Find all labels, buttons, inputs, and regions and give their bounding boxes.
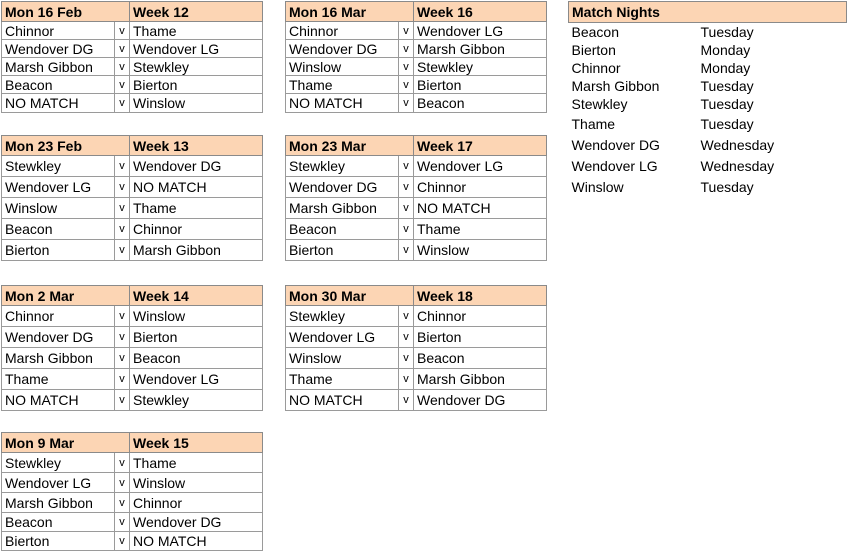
fixture-header (2, 286, 263, 306)
fixture-row (2, 327, 263, 348)
versus-marker: v (115, 22, 130, 40)
away-team: Bierton (130, 76, 263, 94)
match-night-day: Tuesday (700, 77, 754, 94)
fixture-table (1, 285, 263, 411)
away-team: Beacon (130, 348, 263, 369)
away-team: Wendover DG (130, 156, 263, 177)
home-team: Thame (286, 76, 399, 94)
home-team: Wendover LG (2, 473, 115, 493)
match-night-day: Monday (700, 59, 751, 76)
home-team: Winslow (2, 198, 115, 219)
fixture-date: Mon 16 Feb (2, 2, 130, 22)
versus-marker: v (115, 156, 130, 177)
home-team: Bierton (2, 532, 115, 551)
away-team: Wendover LG (414, 156, 547, 177)
club-name: Bierton (571, 41, 616, 58)
home-team: Beacon (286, 219, 399, 240)
away-team: Marsh Gibbon (414, 369, 547, 390)
away-team: Stewkley (130, 390, 263, 411)
fixture-row (2, 348, 263, 369)
away-team: Winslow (414, 240, 547, 261)
fixture-row (2, 390, 263, 411)
match-night-day: Wednesday (700, 158, 775, 174)
versus-marker: v (115, 493, 130, 513)
away-team: Wendover LG (414, 22, 547, 40)
home-team: NO MATCH (286, 390, 399, 411)
versus-marker: v (115, 532, 130, 551)
club-name: Chinnor (571, 59, 621, 76)
fixture-table (1, 1, 263, 113)
match-night-row (569, 156, 847, 177)
fixture-week: Week 18 (414, 286, 547, 306)
fixture-date: Mon 9 Mar (2, 433, 130, 453)
versus-marker: v (115, 94, 130, 113)
away-team: Chinnor (130, 219, 263, 240)
fixture-header (286, 2, 547, 22)
home-team: Stewkley (286, 306, 399, 327)
fixture-row (286, 177, 547, 198)
fixture-header (2, 2, 263, 22)
versus-marker: v (115, 390, 130, 411)
away-team: Marsh Gibbon (414, 40, 547, 58)
home-team: Chinnor (286, 22, 399, 40)
away-team: Beacon (414, 348, 547, 369)
away-team: Thame (130, 198, 263, 219)
versus-marker: v (115, 453, 130, 473)
versus-marker: v (399, 369, 414, 390)
home-team: NO MATCH (2, 390, 115, 411)
match-night-row (569, 59, 847, 77)
fixture-row (2, 240, 263, 261)
away-team: Stewkley (130, 58, 263, 76)
home-team: Stewkley (2, 453, 115, 473)
away-team: Beacon (414, 94, 547, 113)
versus-marker: v (115, 76, 130, 94)
club-name: Beacon (571, 23, 619, 40)
fixture-header (2, 136, 263, 156)
home-team: Marsh Gibbon (2, 58, 115, 76)
away-team: Wendover DG (130, 513, 263, 532)
fixture-row (286, 156, 547, 177)
versus-marker: v (399, 177, 414, 198)
match-night-row (569, 95, 847, 114)
versus-marker: v (399, 390, 414, 411)
home-team: Marsh Gibbon (2, 493, 115, 513)
away-team: Chinnor (130, 493, 263, 513)
club-name: Wendover LG (571, 158, 658, 174)
fixture-row (2, 94, 263, 113)
fixture-row (2, 219, 263, 240)
fixture-row (286, 306, 547, 327)
versus-marker: v (115, 219, 130, 240)
away-team: Stewkley (414, 58, 547, 76)
fixture-row (2, 40, 263, 58)
match-night-row (569, 23, 847, 41)
fixture-row (2, 177, 263, 198)
home-team: Wendover DG (2, 327, 115, 348)
fixture-row (2, 22, 263, 40)
club-name: Marsh Gibbon (571, 77, 660, 94)
club-name: Stewkley (571, 96, 628, 112)
versus-marker: v (115, 513, 130, 532)
fixture-date: Mon 16 Mar (286, 2, 414, 22)
fixture-header (286, 286, 547, 306)
away-team: Chinnor (414, 306, 547, 327)
fixture-row (286, 369, 547, 390)
match-nights-table (568, 1, 847, 198)
away-team: Winslow (130, 473, 263, 493)
away-team: Wendover LG (130, 40, 263, 58)
home-team: Bierton (286, 240, 399, 261)
fixture-row (2, 532, 263, 551)
match-night-day: Tuesday (700, 23, 754, 40)
home-team: Wendover DG (2, 40, 115, 58)
match-nights-header (569, 2, 847, 23)
club-name: Wendover DG (571, 137, 660, 153)
home-team: Wendover LG (2, 177, 115, 198)
fixture-row (2, 58, 263, 76)
versus-marker: v (399, 219, 414, 240)
versus-marker: v (115, 40, 130, 58)
fixture-date: Mon 30 Mar (286, 286, 414, 306)
fixture-row (286, 390, 547, 411)
fixture-week: Week 14 (130, 286, 263, 306)
versus-marker: v (115, 58, 130, 76)
fixture-table (285, 1, 547, 113)
fixture-row (2, 473, 263, 493)
match-night-day: Tuesday (700, 179, 754, 195)
away-team: NO MATCH (130, 177, 263, 198)
away-team: NO MATCH (130, 532, 263, 551)
fixture-row (286, 76, 547, 94)
fixture-date: Mon 23 Feb (2, 136, 130, 156)
fixture-row (286, 219, 547, 240)
fixture-row (286, 240, 547, 261)
away-team: Wendover DG (414, 390, 547, 411)
fixture-date: Mon 2 Mar (2, 286, 130, 306)
fixture-row (2, 76, 263, 94)
match-night-day: Wednesday (700, 137, 775, 153)
home-team: Marsh Gibbon (286, 198, 399, 219)
fixture-header (286, 136, 547, 156)
away-team: Thame (130, 453, 263, 473)
home-team: Beacon (2, 76, 115, 94)
away-team: Thame (130, 22, 263, 40)
match-night-row (569, 77, 847, 95)
home-team: Bierton (2, 240, 115, 261)
match-night-row (569, 177, 847, 198)
fixture-row (2, 513, 263, 532)
versus-marker: v (399, 327, 414, 348)
match-night-day: Tuesday (700, 96, 754, 112)
home-team: Wendover DG (286, 177, 399, 198)
fixture-row (2, 369, 263, 390)
home-team: Wendover LG (286, 327, 399, 348)
fixture-table (285, 135, 547, 261)
versus-marker: v (399, 22, 414, 40)
fixture-row (286, 327, 547, 348)
home-team: Stewkley (286, 156, 399, 177)
home-team: Chinnor (2, 306, 115, 327)
match-nights-body (569, 23, 847, 198)
fixture-week: Week 16 (414, 2, 547, 22)
away-team: NO MATCH (414, 198, 547, 219)
fixture-row (286, 40, 547, 58)
home-team: NO MATCH (2, 94, 115, 113)
fixture-row (2, 453, 263, 473)
away-team: Marsh Gibbon (130, 240, 263, 261)
home-team: Beacon (2, 513, 115, 532)
home-team: Thame (2, 369, 115, 390)
versus-marker: v (399, 40, 414, 58)
club-name: Thame (571, 116, 616, 132)
versus-marker: v (399, 58, 414, 76)
away-team: Winslow (130, 94, 263, 113)
fixture-week: Week 17 (414, 136, 547, 156)
match-night-row (569, 114, 847, 135)
fixture-week: Week 13 (130, 136, 263, 156)
home-team: Thame (286, 369, 399, 390)
fixture-row (2, 493, 263, 513)
match-night-day: Monday (700, 41, 751, 58)
fixture-row (286, 198, 547, 219)
match-night-row (569, 135, 847, 156)
fixture-table (285, 285, 547, 411)
fixture-row (2, 198, 263, 219)
home-team: Winslow (286, 58, 399, 76)
fixture-header (2, 433, 263, 453)
versus-marker: v (115, 198, 130, 219)
versus-marker: v (399, 94, 414, 113)
home-team: Winslow (286, 348, 399, 369)
versus-marker: v (399, 76, 414, 94)
away-team: Wendover LG (130, 369, 263, 390)
match-night-row (569, 41, 847, 59)
away-team: Bierton (414, 76, 547, 94)
versus-marker: v (399, 156, 414, 177)
versus-marker: v (115, 240, 130, 261)
away-team: Bierton (130, 327, 263, 348)
fixture-row (286, 58, 547, 76)
fixture-week: Week 15 (130, 433, 263, 453)
versus-marker: v (115, 369, 130, 390)
fixture-row (2, 156, 263, 177)
home-team: NO MATCH (286, 94, 399, 113)
match-nights-title: Match Nights (569, 2, 847, 23)
fixture-row (286, 22, 547, 40)
versus-marker: v (399, 348, 414, 369)
fixture-date: Mon 23 Mar (286, 136, 414, 156)
away-team: Bierton (414, 327, 547, 348)
home-team: Stewkley (2, 156, 115, 177)
fixture-row (286, 94, 547, 113)
away-team: Chinnor (414, 177, 547, 198)
fixture-row (286, 348, 547, 369)
fixture-table (1, 432, 263, 551)
versus-marker: v (115, 348, 130, 369)
versus-marker: v (399, 198, 414, 219)
home-team: Chinnor (2, 22, 115, 40)
home-team: Beacon (2, 219, 115, 240)
versus-marker: v (115, 327, 130, 348)
fixture-table (1, 135, 263, 261)
club-name: Winslow (571, 179, 624, 195)
match-night-day: Tuesday (700, 116, 754, 132)
home-team: Marsh Gibbon (2, 348, 115, 369)
fixture-week: Week 12 (130, 2, 263, 22)
versus-marker: v (399, 306, 414, 327)
home-team: Wendover DG (286, 40, 399, 58)
versus-marker: v (115, 473, 130, 493)
away-team: Thame (414, 219, 547, 240)
fixture-row (2, 306, 263, 327)
away-team: Winslow (130, 306, 263, 327)
versus-marker: v (115, 306, 130, 327)
versus-marker: v (115, 177, 130, 198)
versus-marker: v (399, 240, 414, 261)
